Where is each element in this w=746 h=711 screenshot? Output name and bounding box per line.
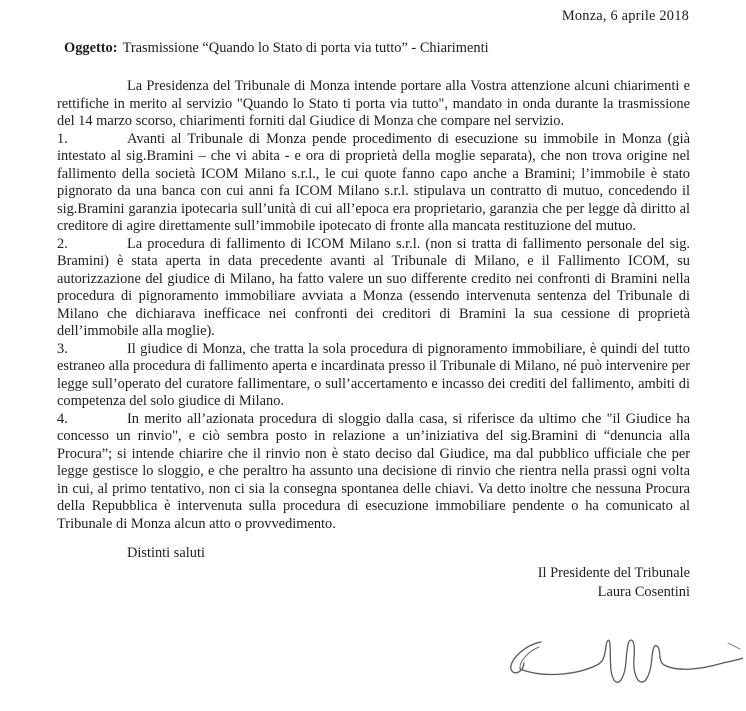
letter-body bbox=[57, 78, 690, 533]
paragraph-2-number: 2. bbox=[57, 235, 68, 252]
paragraph-1-text: Avanti al Tribunale di Monza pende procedimento di esecuzione su immobile in Monza (già intestato al sig.Bramini – che vi abita - e ora di proprietà della moglie separata), che non trova origine nel fallimento della società ICOM Milano s.r.l., le cui quote fanno capo anche a Bramini; l’immobile è stato pignorato da una banca con cui anni fa ICOM Milano s.r.l. stipulava un contratto di mutuo, concedendo il sig.Bramini garanzia ipotecaria sull’unità di cui all’epoca era proprietario, garanzia che per legge dà diritto al creditore di agire direttamente sull’immobile ipotecato di fronte alla mancata restituzione del mutuo. bbox=[57, 130, 690, 234]
dateline: Monza, 6 aprile 2018 bbox=[561, 8, 689, 24]
subject-text: Trasmissione “Quando lo Stato di porta via tutto” - Chiarimenti bbox=[122, 39, 489, 56]
paragraph-4-number: 4. bbox=[57, 410, 68, 427]
paragraph-2 bbox=[57, 236, 690, 341]
paragraph-4-text: In merito all’azionata procedura di sloggio dalla casa, si riferisce da ultimo che "il Giudice ha concesso un rinvio", e ciò sembra posto in relazione a un’iniziativa del sig.Bramini di “denuncia alla Procura”; si intende chiarire che il rinvio non è stato deciso dal Giudice, ma dal pubblico ufficiale che per legge gestisce lo sloggio, e che peraltro ha assunto una decisione di rinvio che rientra nella prassi ogni volta in cui, al primo tentativo, non ci sia la consegna spontanea delle chiavi. Va detto inoltre che nessuna Procura della Repubblica è intervenuta sulla procedura di esecuzione immobiliare pendente o ha comunicato al Tribunale di Monza alcun atto o provvedimento. bbox=[57, 410, 690, 532]
signer-name: Laura Cosentini bbox=[597, 584, 690, 600]
subject-label: Oggetto: bbox=[64, 39, 118, 56]
paragraph-1 bbox=[57, 131, 690, 236]
paragraph-1-number: 1. bbox=[57, 130, 68, 147]
closing-salutation: Distinti saluti bbox=[127, 545, 205, 561]
paragraph-3-number: 3. bbox=[57, 340, 68, 357]
paragraph-intro-text: La Presidenza del Tribunale di Monza intende portare alla Vostra attenzione alcuni chiarimenti e rettifiche in merito al servizio "Quando lo Stato ti porta via tutto", mandato in onda durante la trasmissione del 14 marzo scorso, chiarimenti forniti dal Giudice di Monza che compare nel servizio. bbox=[57, 78, 690, 129]
paragraph-2-text: La procedura di fallimento di ICOM Milano s.r.l. (non si tratta di fallimento personale del sig. Bramini) è stata aperta in data precedente avanti al Tribunale di Milano, e il Fallimento ICOM, su autorizzazione del giudice di Milano, ha fatto valere un suo differente credito nei confronti di Bramini nella procedura di pignoramento immobiliare avviata a Monza (essendo intervenuta sentenza del Tribunale di Milano che dichiarava inefficace nei confronti dei creditori di Bramini la sua cessione di proprietà dell’immobile alla moglie). bbox=[57, 235, 690, 339]
signature-block bbox=[0, 564, 746, 603]
handwritten-signature-icon bbox=[497, 636, 743, 700]
signer-title: Il Presidente del Tribunale bbox=[537, 564, 690, 581]
subject-line bbox=[64, 40, 690, 58]
paragraph-intro bbox=[57, 78, 690, 131]
paragraph-3 bbox=[57, 341, 690, 411]
paragraph-3-text: Il giudice di Monza, che tratta la sola procedura di pignoramento immobiliare, è quindi del tutto estraneo alla procedura di fallimento aperta e incardinata presso il Tribunale di Milano, né può intervenire per legge sull’operato del curatore fallimentare, o sull’accertamento e incasso dei crediti del fallimento, ambiti di competenza del solo giudice di Milano. bbox=[57, 340, 690, 409]
paragraph-4 bbox=[57, 411, 690, 534]
